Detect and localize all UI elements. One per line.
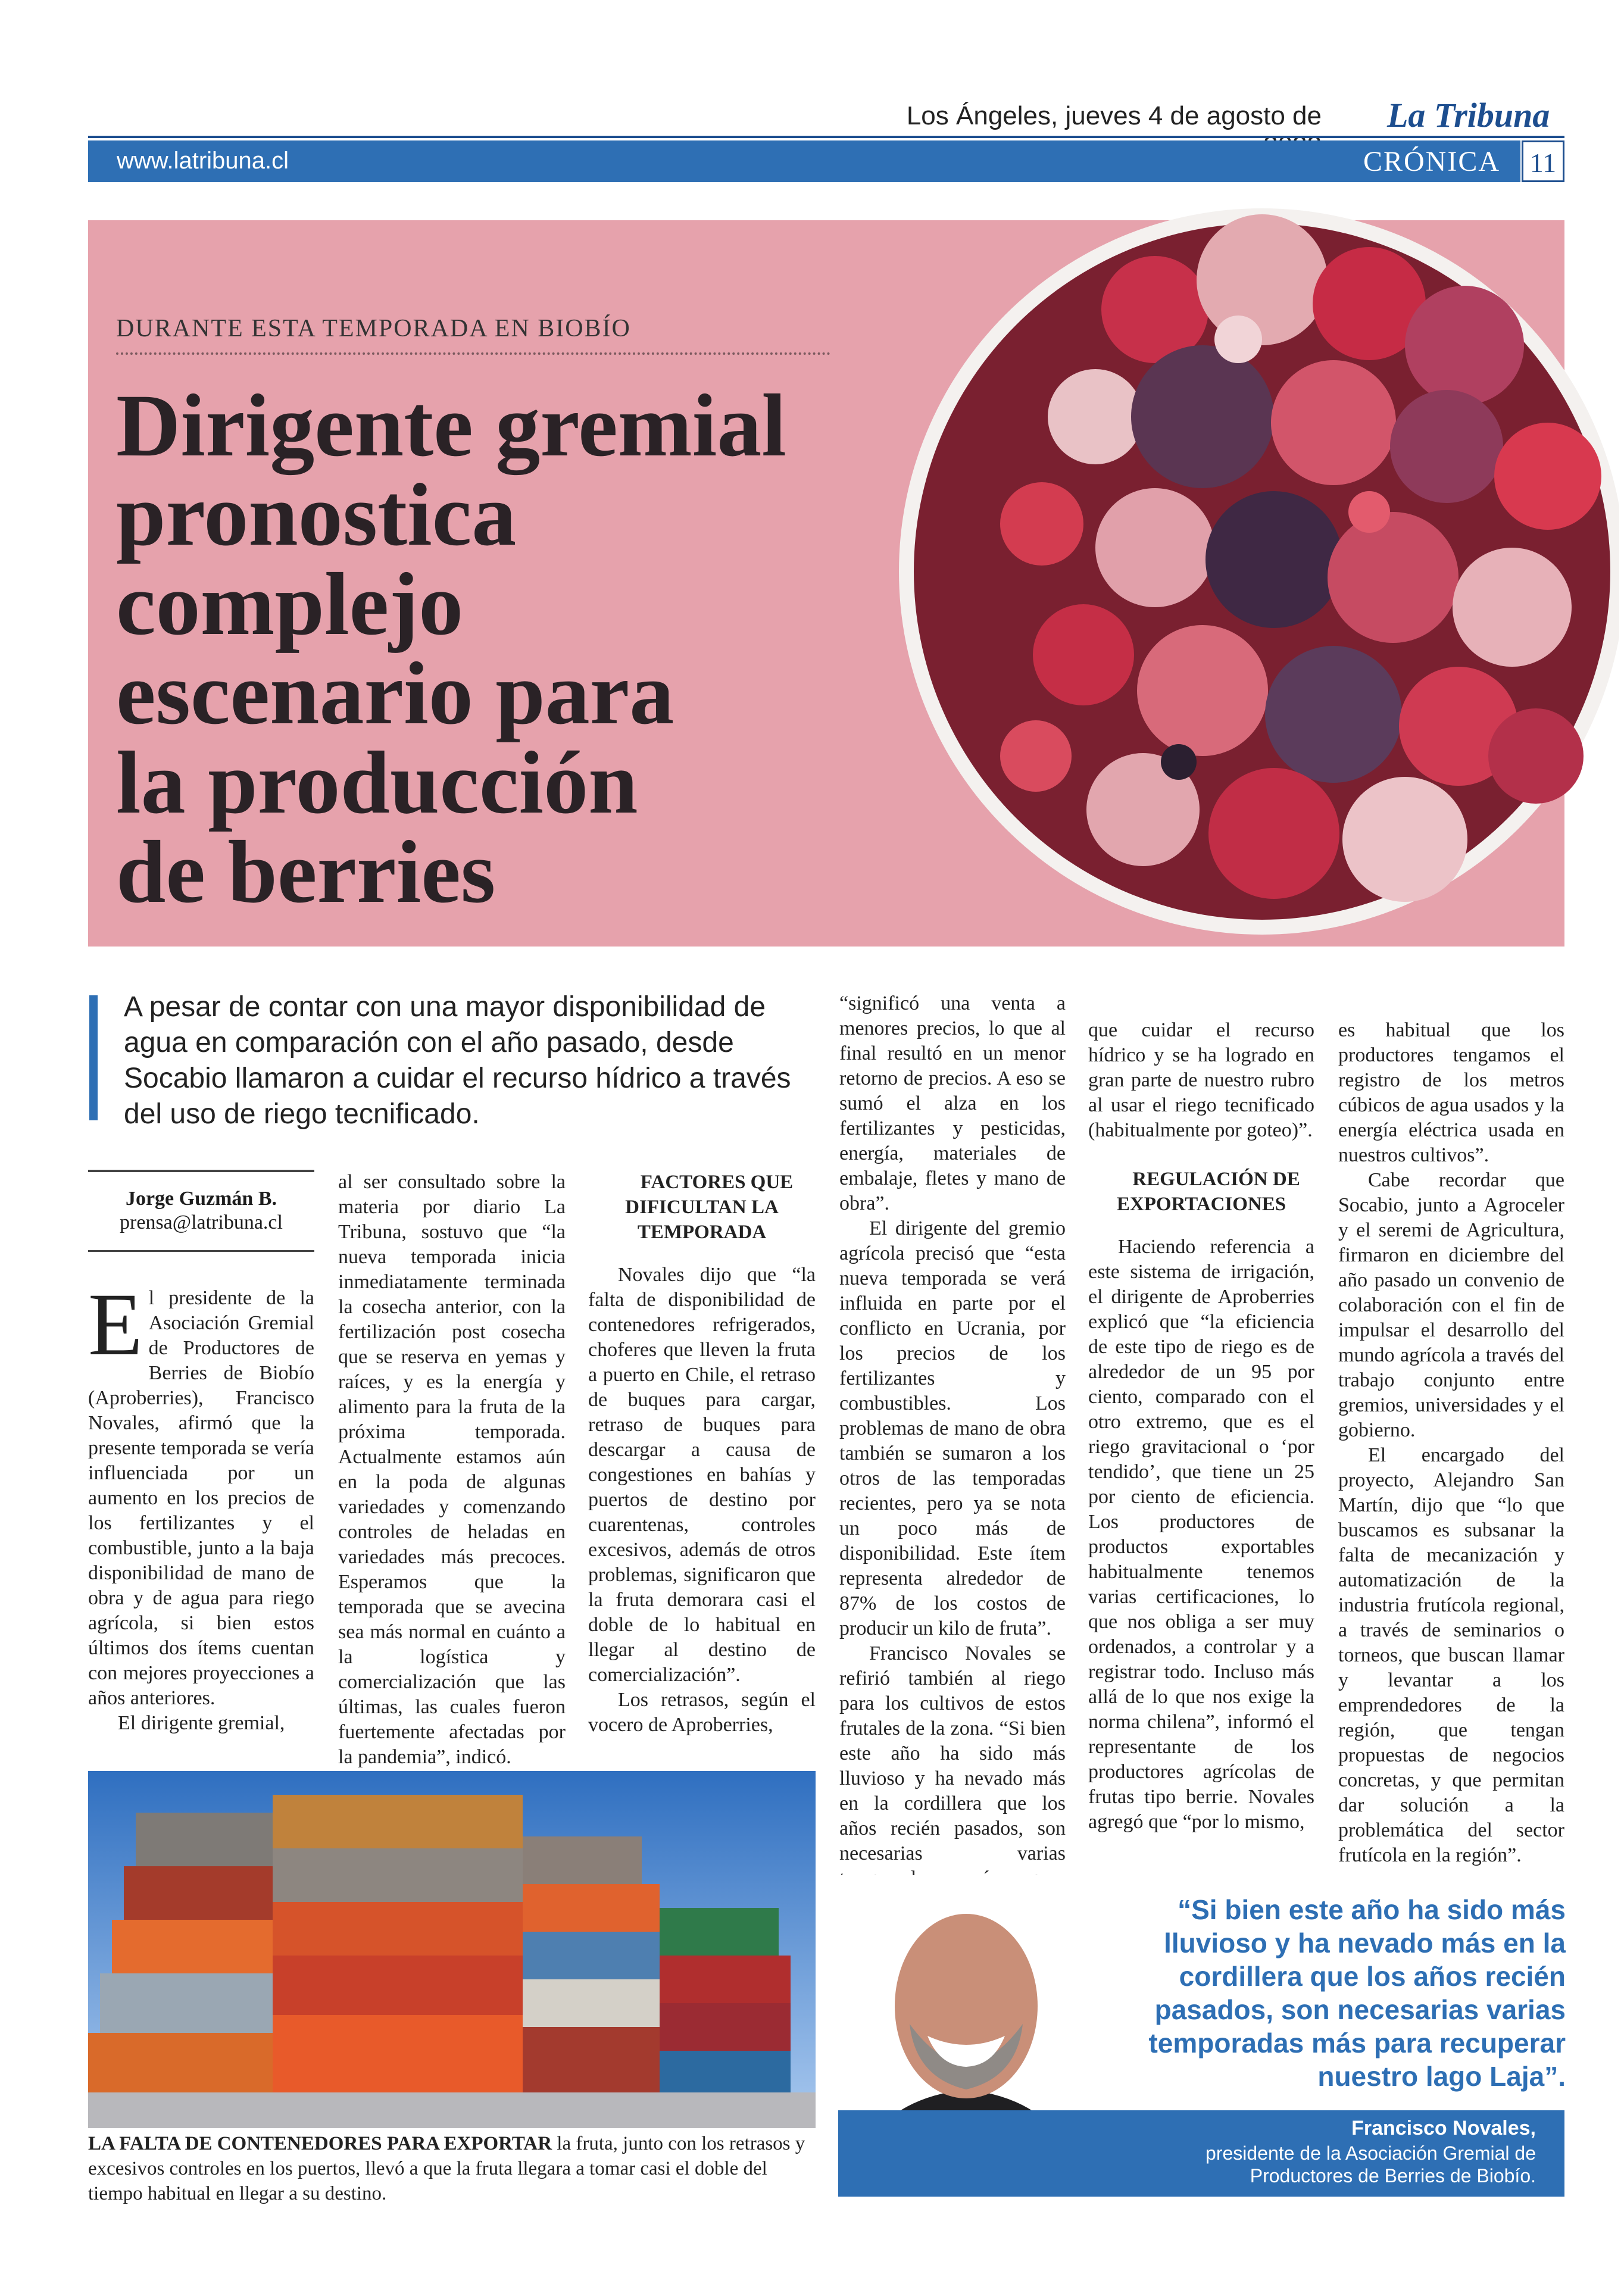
lead-paragraph: A pesar de contar con una mayor disponibilidad de agua en comparación con el año pasado, desde Socabio llamaron a cuidar el recurso hídrico a través del uso de riego tecnificado. bbox=[124, 991, 791, 1130]
headline bbox=[116, 376, 848, 922]
byline-author: Jorge Guzmán B. bbox=[125, 1188, 277, 1210]
subheading: REGULACIÓN DE EXPORTACIONES bbox=[1116, 1169, 1300, 1215]
quote-author-name: Francisco Novales, bbox=[1351, 2117, 1536, 2139]
kicker: DURANTE ESTA TEMPORADA EN BIOBÍO bbox=[116, 315, 631, 342]
photo-caption bbox=[88, 2131, 816, 2206]
shipping-containers-photo bbox=[88, 1771, 816, 2128]
headline-line: pronostica complejo bbox=[116, 466, 517, 654]
site-url[interactable]: www.latribuna.cl bbox=[117, 148, 289, 174]
drop-cap: E bbox=[88, 1275, 143, 1374]
header-bar bbox=[88, 140, 1520, 182]
byline-rule-top bbox=[88, 1170, 314, 1172]
headline-line: escenario para bbox=[116, 644, 674, 743]
kicker-rule bbox=[116, 352, 830, 355]
headline-line: la producción bbox=[116, 733, 638, 832]
paragraph: que cuidar el recurso hídrico y se ha logrado en gran parte de nuestro rubro al usar el riego tecnificado (habitualmente por goteo)”. bbox=[1088, 1019, 1314, 1141]
byline-email[interactable]: prensa@latribuna.cl bbox=[120, 1211, 283, 1233]
headline-line: Dirigente gremial bbox=[116, 376, 787, 475]
paragraph: Haciendo referencia a este sistema de irrigación, el dirigente de Aproberries explicó que “la eficiencia de este tipo de riego es de alrededor de un 95 por ciento, comparado con el otro extremo, que es el riego gravitacional o ‘por tendido’, que tiene un 25 por ciento de eficiencia. Los productores de productos exportables habitualmente tenemos varias certificaciones, lo que nos obliga a ser muy ordenados, a controlar y a registrar todo. Incluso más allá de lo que nos exige la norma chilena”, informó el representante de los productores agrícolas de frutas tipo berrie. Novales agregó que “por lo mismo, bbox=[1088, 1236, 1314, 1833]
byline-rule-bottom bbox=[88, 1250, 314, 1252]
paragraph: Francisco Novales se refirió también al riego para los cultivos de estos frutales de la zona. “Si bien este año ha sido más lluvioso y ha nevado más en la cordillera que los años recién pasados, son necesarias varias bbox=[839, 1642, 1066, 1864]
paragraph: “significó una venta a menores precios, lo que al final resultó en un menor retorno de precios. A eso se sumó el alza en los fertilizantes y pesticidas, energía, materiales de embalaje, fletes y mano de obra”. bbox=[839, 992, 1066, 1214]
quote-author-role-line: presidente de la Asociación Gremial de bbox=[1205, 2142, 1536, 2164]
pull-quote: “Si bien este año ha sido más lluvioso y ha nevado más en la cordillera que los años recién pasados, son necesarias varias temporadas más para recuperar nuestro lago Laja”. bbox=[1148, 1894, 1566, 2092]
quote-author-role-line: Productores de Berries de Biobío. bbox=[1250, 2165, 1536, 2186]
berries-bowl-image bbox=[845, 190, 1619, 964]
paragraph: Los retrasos, según el vocero de Aproberries, bbox=[588, 1689, 816, 1736]
article-column-6 bbox=[1338, 1018, 1564, 1868]
subheading: FACTORES QUE DIFICULTAN LA TEMPORADA bbox=[625, 1172, 794, 1243]
caption-lead: LA FALTA DE CONTENEDORES PARA EXPORTAR bbox=[88, 2133, 552, 2154]
article-column-3 bbox=[588, 1170, 816, 1738]
lead-accent-bar bbox=[89, 995, 98, 1120]
article-column-1 bbox=[88, 1275, 314, 1736]
page-number: 11 bbox=[1522, 140, 1564, 182]
headline-line: de berries bbox=[116, 823, 496, 922]
caption-text: la fruta, junto con los retrasos y excesivos controles en los puertos, llevó a que la fruta llegara a tomar casi el doble del tiempo habitual en llegar a su destino. bbox=[88, 2133, 805, 2204]
article-column-2 bbox=[338, 1170, 566, 1770]
paragraph: l presidente de la Asociación Gremial de Productores de Berries de Biobío (Aproberries), Francisco Novales, afirmó que la presente temporada se vería influenciada por un aumento en los precios de los fertilizantes y el combustible, junto a la baja disponibilidad de mano de obra y de agua para riego agrícola, si bien estos últimos dos ítems cuentan con mejores proyecciones a años anteriores. bbox=[88, 1287, 314, 1709]
paragraph: Novales dijo que “la falta de disponibilidad de contenedores refrigerados, choferes que lleven la fruta a puerto en Chile, el retraso de buques para cargar, retraso de buques para descargar a causa de congestiones en bahías y puertos de destino por cuarentenas, controles excesivos, además de otros problemas, significaron que la fruta demorara casi el doble de lo habitual en llegar al destino de comercialización”. bbox=[588, 1264, 816, 1686]
paragraph: El dirigente del gremio agrícola precisó que “esta nueva temporada se verá influida en parte por el conflicto en Ucrania, por los precios de los fertilizantes y combustibles. Los problemas de mano de obra también se sumaron a los otros de las temporadas recientes, pero ya se nota un poco más de disponibilidad. Este ítem representa alrededor de 87% de los costos de producir un kilo de fruta”. bbox=[839, 1217, 1066, 1639]
newspaper-logo: La Tribuna bbox=[1387, 96, 1550, 135]
paragraph: Cabe recordar que Socabio, junto a Agroceler y el seremi de Agricultura, firmaron en diciembre del año pasado un convenio de colaboración con el fin de impulsar el desarrollo del mundo agrícola a través del trabajo conjunto entre gremios, universidades y el gobierno. bbox=[1338, 1169, 1564, 1441]
dateline: Los Ángeles, jueves 4 de agosto de bbox=[906, 101, 1322, 130]
quote-author-role bbox=[1131, 2142, 1536, 2187]
paragraph: El dirigente gremial, bbox=[118, 1712, 285, 1734]
paragraph: es habitual que los productores tengamos el registro de los metros cúbicos de agua usados y la energía eléctrica usada en nuestros cultivos”. bbox=[1338, 1019, 1564, 1166]
section-label: CRÓNICA bbox=[1363, 146, 1500, 177]
paragraph: El encargado del proyecto, Alejandro San Martín, dijo que “lo que buscamos es subsanar la falta de mecanización y automatización de la industria frutícola regional, a través de seminarios o torneos, que buscan llamar y levantar a los emprendedores de la región, que tengan propuestas de negocios concretas, y que permitan dar solución a la problemática del sector frutícola en la región”. bbox=[1338, 1444, 1564, 1866]
article-column-4 bbox=[839, 991, 1066, 1941]
header-rule bbox=[88, 136, 1564, 138]
article-column-5 bbox=[1088, 1018, 1314, 1835]
paragraph: al ser consultado sobre la materia por diario La Tribuna, sostuvo que “la nueva temporada inicia inmediatamente terminada la cosecha anterior, con la fertilización post cosecha que se reserva en yemas y raíces, y es la energía y alimento para la fruta de la próxima temporada. Actualmente estamos aún en la poda de algunas variedades y comenzando controles de heladas en variedades más precoces. Esperamos que la temporada que se avecina sea más normal en cuánto a la logística y comercialización que las últimas, las cuales fueron fuertemente afectadas por la pandemia”, indicó. bbox=[338, 1171, 566, 1768]
